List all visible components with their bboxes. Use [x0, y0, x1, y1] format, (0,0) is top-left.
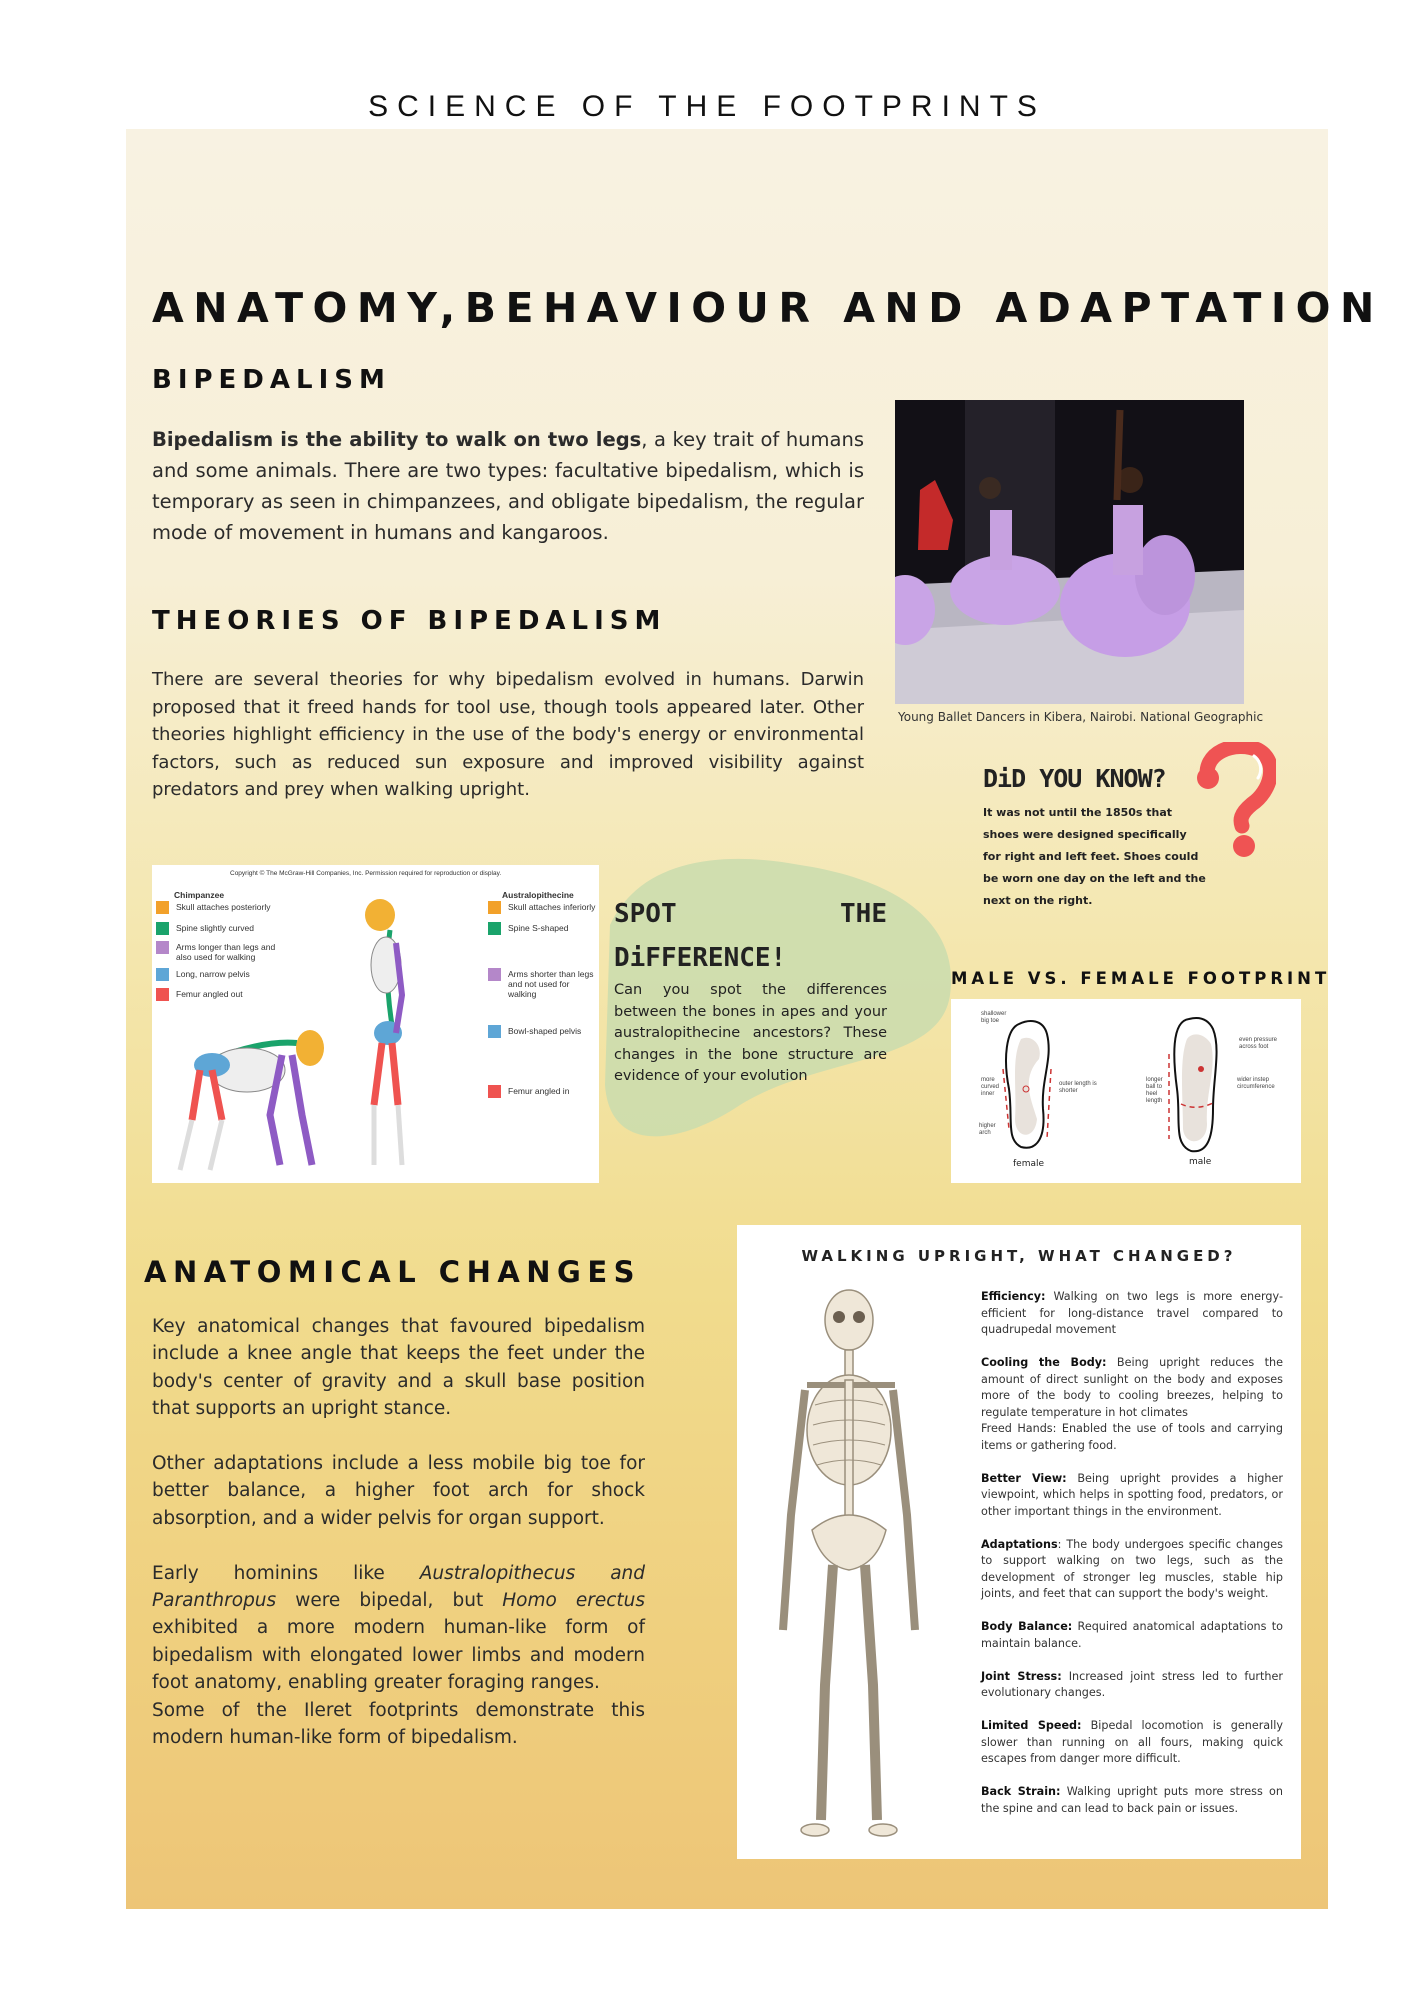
- walking-item: [981, 1619, 1283, 1652]
- footprint-heading: MALE VS. FEMALE FOOTPRINT: [951, 969, 1331, 988]
- legend-item-left-1: Spine slightly curved: [176, 923, 254, 933]
- p3-italic-1: Australopithecus and Paranthropus: [152, 1562, 646, 1612]
- anatomical-p2: Other adaptations include a less mobile big toe for better balance, a higher foot arch for shock absorption, and a wider pelvis for organ support.: [152, 1453, 645, 1529]
- female-note-2: more curved inner: [981, 1077, 1000, 1097]
- ape-vs-australopithecine-diagram: [152, 865, 599, 1183]
- chimpanzee-skeleton: [180, 1030, 324, 1170]
- legend-item-left-2: Arms longer than legs and also used for walking: [176, 942, 276, 962]
- bipedalism-lead: Bipedalism is the ability to walk on two legs: [152, 428, 642, 451]
- female-note-4: outer length is shorter: [1059, 1081, 1097, 1094]
- diagram-copyright: Copyright © The McGraw-Hill Companies, Inc. Permission required for reproduction or display.: [230, 870, 502, 877]
- walking-item-label: Back Strain:: [981, 1785, 1061, 1798]
- question-mark-icon: [1196, 742, 1276, 864]
- walking-item-text: Increased joint stress led to further evolutionary changes.: [981, 1669, 1283, 1699]
- female-foot-icon: [1003, 1021, 1051, 1148]
- diagram-right-title: Australopithecine: [502, 890, 574, 900]
- male-label: male: [1189, 1157, 1212, 1167]
- p3-text-a: Early hominins like: [152, 1562, 420, 1584]
- walking-item: [981, 1537, 1283, 1603]
- legend-item-right-3: Bowl-shaped pelvis: [508, 1026, 582, 1036]
- spot-difference-body: Can you spot the differences between the bones in apes and your australopithecine ancestors? These changes in the bone structure are evidence of your evolution: [614, 982, 887, 1084]
- legend-item-left-0: Skull attaches posteriorly: [176, 902, 271, 912]
- p3-italic-2: Homo erectus: [502, 1590, 645, 1612]
- anatomical-changes-body: [152, 1313, 645, 1779]
- female-note-3: higher arch: [979, 1123, 996, 1136]
- walking-upright-list: [981, 1289, 1283, 1834]
- spot-heading-line-1: SPOT THE: [614, 899, 887, 929]
- bipedalism-paragraph: [152, 424, 864, 548]
- legend-item-right-0: Skull attaches inferiorly: [508, 902, 596, 912]
- walking-upright-panel: [737, 1225, 1301, 1859]
- walking-upright-heading: WALKING UPRIGHT, WHAT CHANGED?: [801, 1247, 1237, 1265]
- theories-paragraph: There are several theories for why bipedalism evolved in humans. Darwin proposed that it freed hands for tool use, though tools appeared later. Other theories highlight efficiency in the use of the body's energy or environmental factors, such as reduced sun exposure and improved visibility against predators and prey when walking upright.: [152, 669, 864, 800]
- diagram-left-title: Chimpanzee: [174, 890, 225, 900]
- walking-item-text: Being upright reduces the amount of direct sunlight on the body and exposes more of the body to cooling breezes, helping to regulate temperature in hot climates: [981, 1356, 1283, 1419]
- legend-item-right-4: Femur angled in: [508, 1086, 570, 1096]
- walking-item: [981, 1718, 1283, 1768]
- walking-item-label: Body Balance:: [981, 1620, 1073, 1633]
- australopithecine-skeleton: [365, 899, 402, 1165]
- walking-item-text: Bipedal locomotion is generally slower than running on all fours, making quick escapes from danger more difficult.: [981, 1719, 1283, 1765]
- walking-item: [981, 1784, 1283, 1817]
- anatomical-p4: Some of the Ileret footprints demonstrate this modern human-like form of bipedalism.: [152, 1699, 645, 1749]
- walking-item: [981, 1289, 1283, 1339]
- walking-item-label: Efficiency:: [981, 1290, 1046, 1303]
- legend-item-right-1: Spine S-shaped: [508, 923, 569, 933]
- male-note-1: even pressure across foot: [1239, 1037, 1278, 1050]
- male-note-2: longer ball to heel length: [1146, 1077, 1163, 1104]
- male-foot-icon: [1169, 1018, 1217, 1151]
- walking-item-text: Walking upright puts more stress on the spine and can lead to back pain or issues.: [981, 1785, 1283, 1815]
- legend-item-left-4: Femur angled out: [176, 989, 243, 999]
- legend-item-right-2: Arms shorter than legs and not used for walking: [508, 969, 594, 999]
- p3-text-b: were bipedal, but: [276, 1590, 503, 1612]
- female-note-1: shallower big toe: [981, 1011, 1007, 1024]
- main-title: ANATOMY,BEHAVIOUR AND ADAPTATION: [152, 284, 1384, 332]
- walking-item: [981, 1669, 1283, 1702]
- walking-item-label: Limited Speed:: [981, 1719, 1082, 1732]
- walking-item-extra: Freed Hands: Enabled the use of tools and carrying items or gathering food.: [981, 1422, 1283, 1452]
- human-skeleton-illustration: [757, 1285, 942, 1850]
- walking-item-label: Cooling the Body:: [981, 1356, 1107, 1369]
- footprint-diagram: [951, 999, 1301, 1183]
- ballet-dancers-photo: [895, 400, 1244, 704]
- anatomical-changes-heading: ANATOMICAL CHANGES: [144, 1255, 642, 1289]
- bipedalism-body: , a key trait of humans and some animals. There are two types: facultative bipedalism, which is temporary as seen in chimpanzees, and obligate bipedalism, the regular mode of movement in humans and kangaroos.: [152, 428, 864, 544]
- did-you-know-body: It was not until the 1850s that shoes were designed specifically for right and left feet. Shoes could be worn one day on the left and the next on the right.: [983, 806, 1206, 907]
- walking-item-label: Joint Stress:: [981, 1669, 1062, 1683]
- p3-text-c: exhibited a more modern human-like form of bipedalism with elongated lower limbs and modern foot anatomy, enabling greater foraging ranges.: [152, 1617, 645, 1694]
- legend-item-left-3: Long, narrow pelvis: [176, 969, 250, 979]
- walking-item-text: : The body undergoes specific changes to support walking on two legs, such as the development of stronger leg muscles, stable hip joints, and feet that can support the body's weight.: [981, 1537, 1283, 1600]
- walking-item-label: Adaptations: [981, 1537, 1058, 1551]
- male-note-3: wider instep circumference: [1237, 1077, 1275, 1090]
- walking-item: [981, 1355, 1283, 1454]
- page-header-title: SCIENCE OF THE FOOTPRINTS: [368, 90, 1046, 123]
- walking-item-text: Required anatomical adaptations to maintain balance.: [981, 1620, 1283, 1650]
- female-label: female: [1013, 1159, 1045, 1169]
- did-you-know-heading: DiD YOU KNOW?: [983, 764, 1166, 793]
- anatomical-p1: Key anatomical changes that favoured bipedalism include a knee angle that keeps the feet under the body's center of gravity and a skull base position that supports an upright stance.: [152, 1316, 645, 1420]
- spot-difference-heading: [614, 892, 887, 980]
- walking-item-label: Better View:: [981, 1471, 1067, 1485]
- spot-heading-line-2: DiFFERENCE!: [614, 943, 787, 973]
- theories-heading: THEORIES OF BIPEDALISM: [152, 606, 667, 636]
- walking-item-text: Walking on two legs is more energy-efficient for long-distance travel compared to quadrupedal movement: [981, 1290, 1283, 1336]
- bipedalism-heading: BIPEDALISM: [152, 365, 391, 395]
- photo-caption: Young Ballet Dancers in Kibera, Nairobi. National Geographic: [898, 710, 1264, 724]
- walking-item: [981, 1471, 1283, 1521]
- walking-item-text: Being upright provides a higher viewpoint, which helps in spotting food, predators, or other important things in the environment.: [981, 1471, 1283, 1518]
- anatomical-p3: [152, 1560, 645, 1697]
